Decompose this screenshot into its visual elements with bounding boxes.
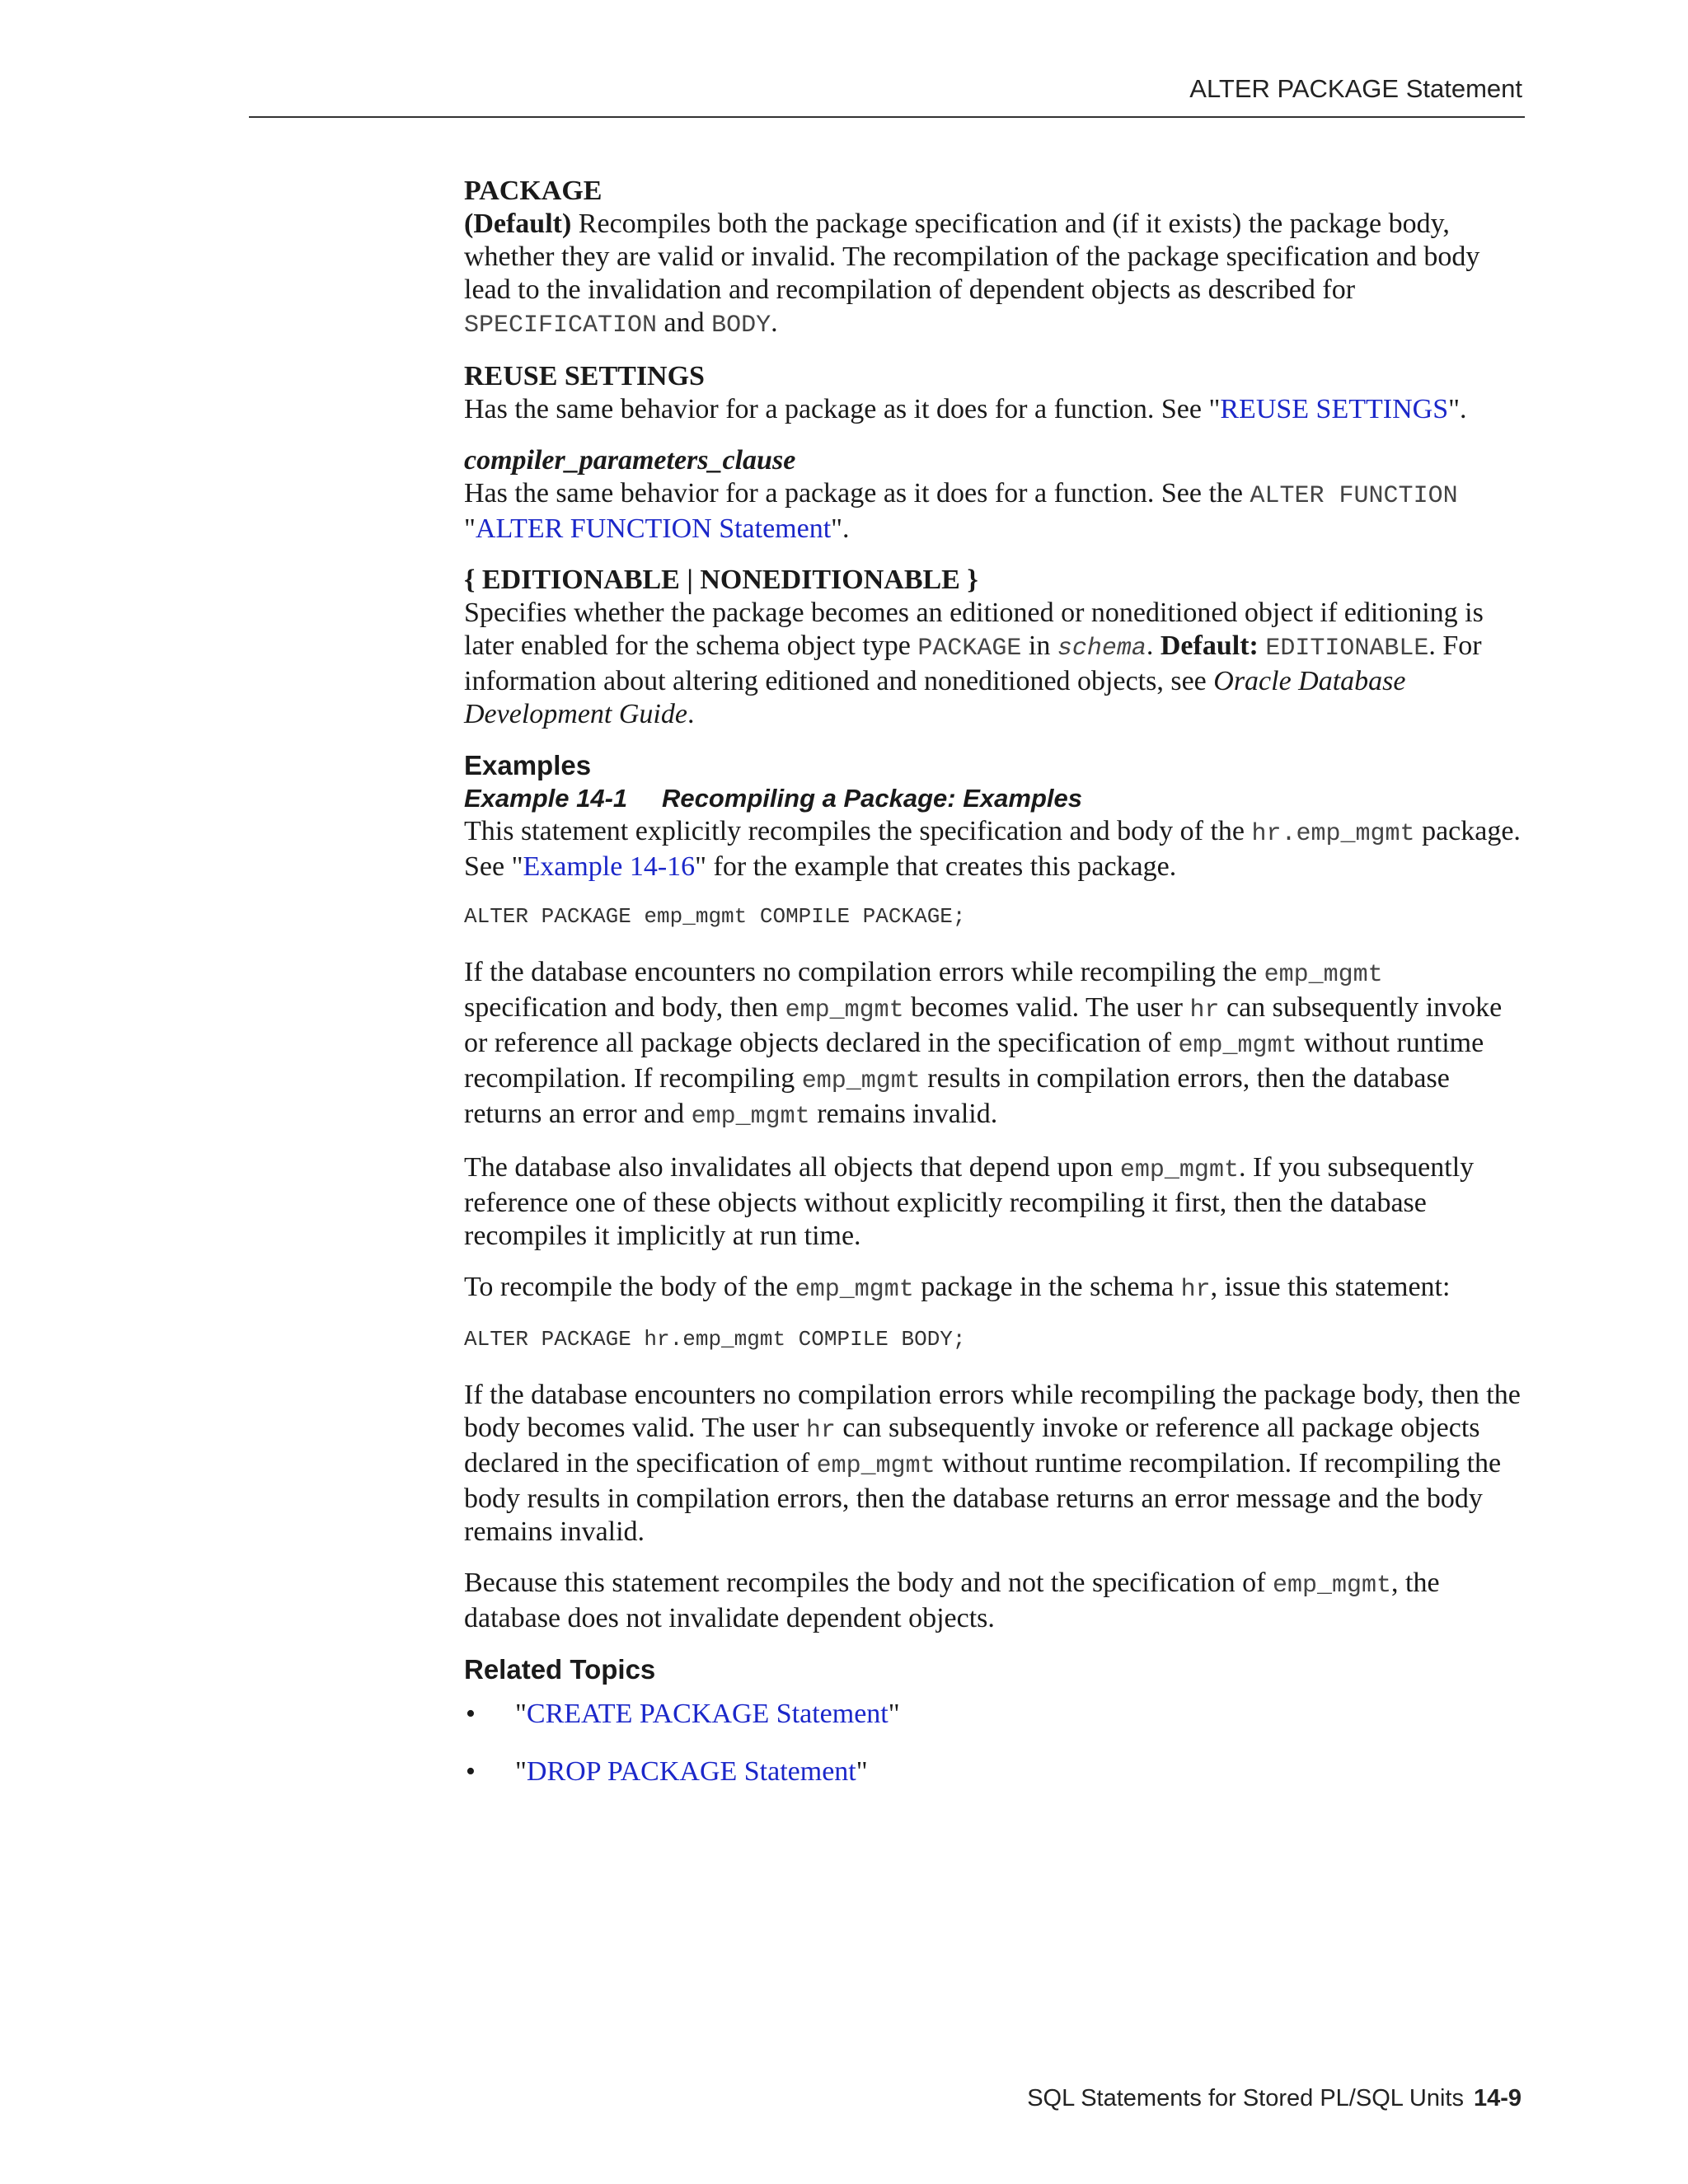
example-14-16-link[interactable]: Example 14-16	[523, 851, 696, 882]
example-paragraph-1: This statement explicitly recompiles the specification and body of the hr.emp_mgmt package. See "Example 14-16" for the example that creates this package.	[464, 816, 1521, 882]
alter-function-link[interactable]: ALTER FUNCTION Statement	[475, 513, 832, 544]
running-header: ALTER PACKAGE Statement	[1189, 74, 1522, 103]
term-package: PACKAGE	[464, 176, 603, 206]
default-label: (Default)	[464, 209, 572, 239]
example-paragraph-6: Because this statement recompiles the body and not the specification of emp_mgmt, the database does not invalidate dependent objects.	[464, 1568, 1440, 1633]
default-label: Default:	[1160, 630, 1259, 661]
editionable-description: Specifies whether the package becomes an editioned or noneditioned object if editioning is later enabled for the schema object type PACKAGE in schema. Default: EDITIONABLE. For information about altering editioned and noneditioned objects, see Oracle Database Development Guide.	[464, 598, 1484, 729]
example-paragraph-4: To recompile the body of the emp_mgmt package in the schema hr, issue this statement:	[464, 1272, 1451, 1304]
example-paragraph-5: If the database encounters no compilation errors while recompiling the package body, then the body becomes valid. The user hr can subsequently invoke or reference all package objects declared in the specification of emp_mgmt without runtime recompilation. If recompiling the body results in compilation errors, then the database returns an error message and the body remains invalid.	[464, 1380, 1521, 1547]
reuse-description: Has the same behavior for a package as it does for a function. See "REUSE SETTINGS".	[464, 394, 1467, 424]
bullet-icon: •	[466, 1756, 476, 1787]
list-item: • "CREATE PACKAGE Statement"	[466, 1699, 900, 1729]
footer-title: SQL Statements for Stored PL/SQL Units	[1027, 2085, 1464, 2111]
code-block-compile-package: ALTER PACKAGE emp_mgmt COMPILE PACKAGE;	[464, 904, 966, 929]
code-block-compile-body: ALTER PACKAGE hr.emp_mgmt COMPILE BODY;	[464, 1327, 966, 1352]
page-footer	[1027, 2085, 1522, 2112]
examples-heading: Examples	[464, 750, 592, 780]
drop-package-link[interactable]: DROP PACKAGE Statement	[526, 1756, 856, 1787]
example-number: Example 14-1	[464, 784, 628, 813]
term-reuse-settings: REUSE SETTINGS	[464, 361, 705, 391]
header-rule	[249, 116, 1525, 118]
example-paragraph-2: If the database encounters no compilation errors while recompiling the emp_mgmt specification and body, then emp_mgmt becomes valid. The user hr can subsequently invoke or reference all package objects declared in the specification of emp_mgmt without runtime recompilation. If recompiling emp_mgmt results in compilation errors, then the database returns an error and emp_mgmt remains invalid.	[464, 957, 1503, 1131]
page-number: 14-9	[1473, 2085, 1522, 2111]
compiler-description: Has the same behavior for a package as it does for a function. See the ALTER FUNCTION "ALTER FUNCTION Statement".	[464, 478, 1458, 544]
code-body: BODY	[711, 312, 771, 340]
term-editionable: { EDITIONABLE | NONEDITIONABLE }	[464, 565, 978, 595]
example-title-text: Recompiling a Package: Examples	[662, 784, 1082, 813]
create-package-link[interactable]: CREATE PACKAGE Statement	[526, 1699, 889, 1729]
code-editionable: EDITIONABLE	[1265, 635, 1429, 663]
code-schema: schema	[1057, 635, 1146, 663]
package-description: (Default) Recompiles both the package specification and (if it exists) the package body, whether they are valid or invalid. The recompilation of the package specification and body lead to the invalidation and recompilation of dependent objects as described for SPECIFICATION and BODY.	[464, 209, 1480, 340]
term-compiler-parameters: compiler_parameters_clause	[464, 445, 796, 476]
related-topics-heading: Related Topics	[464, 1654, 656, 1685]
example-paragraph-3: The database also invalidates all objects that depend upon emp_mgmt. If you subsequently reference one of these objects without explicitly recompiling it first, then the database recompiles it implicitly at run time.	[464, 1152, 1475, 1251]
bullet-icon: •	[466, 1699, 476, 1729]
code-alter-function: ALTER FUNCTION	[1250, 482, 1458, 510]
related-topics-list	[464, 1698, 1525, 1788]
list-item: • "DROP PACKAGE Statement"	[466, 1756, 868, 1787]
main-content	[464, 175, 1525, 1813]
code-package: PACKAGE	[917, 635, 1022, 663]
code-specification: SPECIFICATION	[464, 312, 658, 340]
reuse-settings-link[interactable]: REUSE SETTINGS	[1220, 394, 1449, 424]
guide-title: Oracle Database Development Guide	[464, 666, 1406, 729]
example-title	[464, 782, 1525, 815]
